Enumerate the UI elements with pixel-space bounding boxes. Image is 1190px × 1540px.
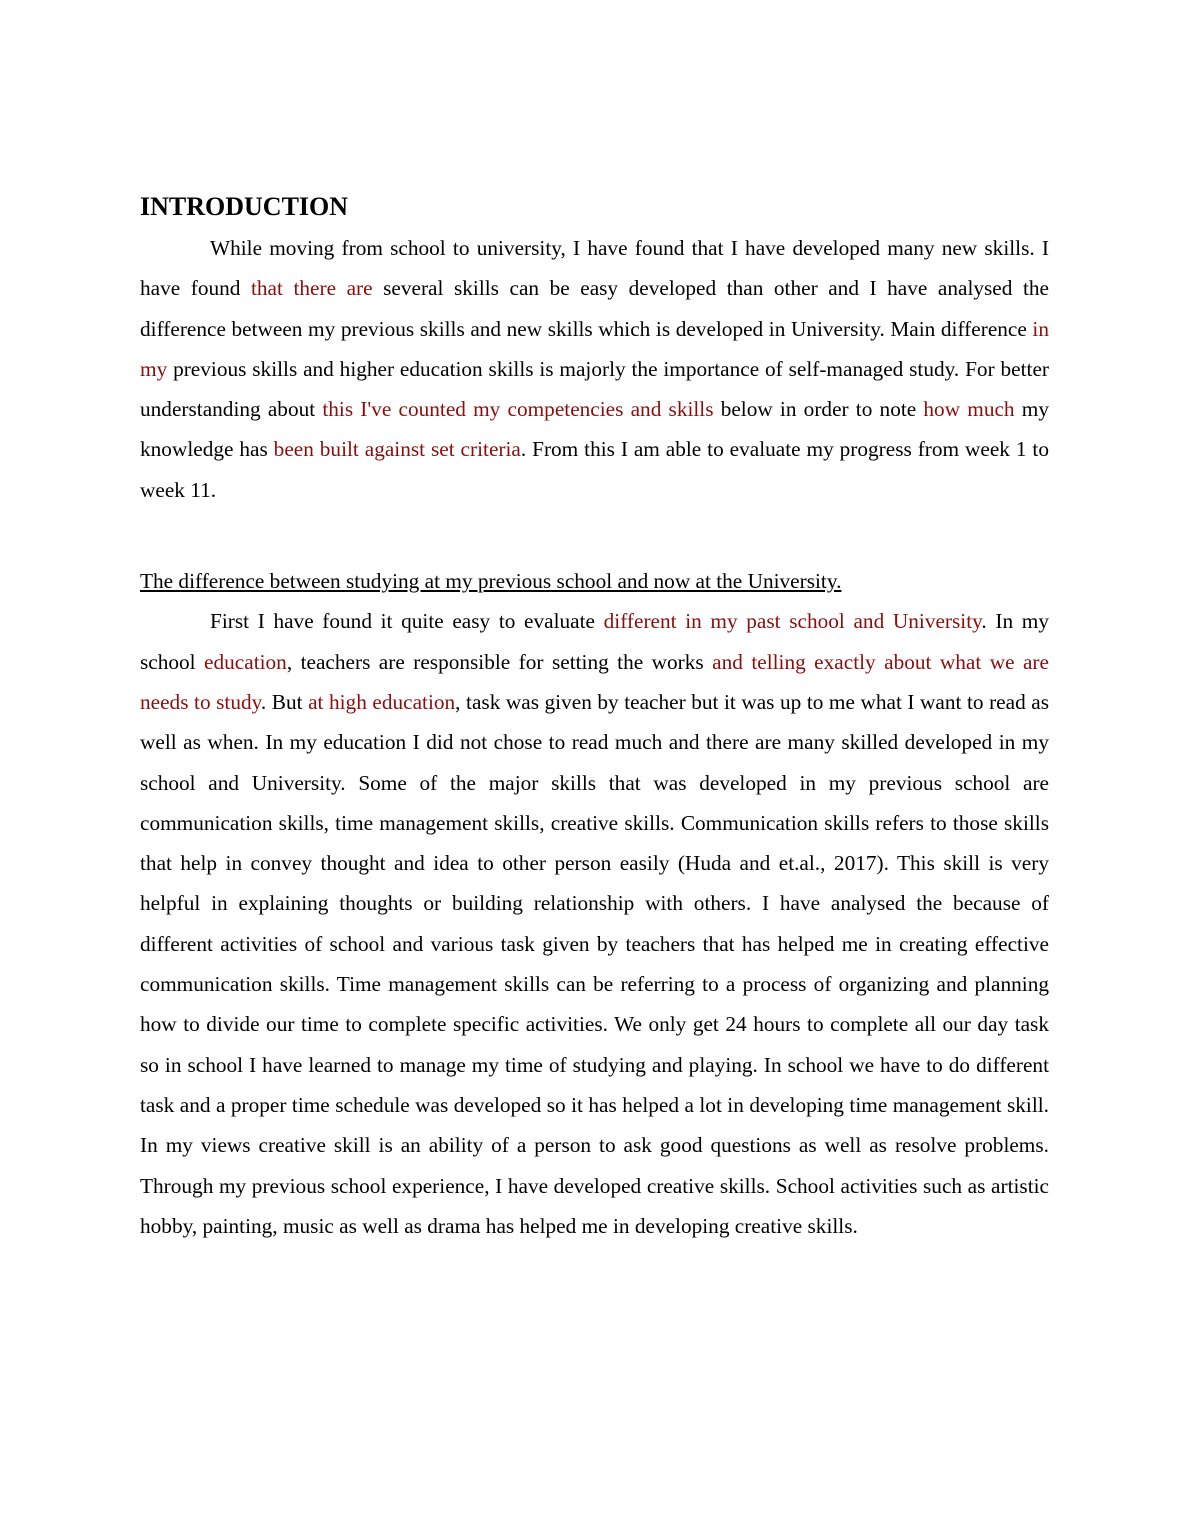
body-highlight-2: education bbox=[204, 649, 287, 674]
section-subheading: The difference between studying at my previous school and now at the University. bbox=[140, 569, 842, 594]
intro-highlight-5: been built against set criteria bbox=[273, 437, 521, 462]
document-page bbox=[140, 190, 1049, 1246]
body-highlight-4: at high education bbox=[308, 689, 456, 714]
body-text-4: . But bbox=[260, 689, 309, 714]
section-heading-introduction: INTRODUCTION bbox=[140, 192, 349, 221]
intro-highlight-2: in my bbox=[140, 316, 1049, 381]
intro-text-1: While moving from school to university, I have found that I have developed many new skills. I have found bbox=[140, 236, 1049, 301]
intro-paragraph bbox=[140, 228, 1049, 510]
intro-text-4: below in order to note bbox=[713, 397, 924, 422]
body-highlight-3: and telling exactly about what we are needs to study bbox=[140, 649, 1049, 714]
body-text-1: First I have found it quite easy to evaluate bbox=[210, 609, 604, 634]
intro-text-5: my knowledge has bbox=[140, 397, 1049, 462]
body-text-3: , teachers are responsible for setting the works bbox=[286, 649, 713, 674]
intro-text-6: . From this I am able to evaluate my progress from week 1 to week 11. bbox=[140, 437, 1049, 502]
intro-highlight-1: that there are bbox=[250, 276, 373, 301]
body-highlight-1: different in my past school and University bbox=[603, 609, 982, 634]
intro-text-2: several skills can be easy developed than other and I have analysed the difference between my previous skills and new skills which is developed in University. Main difference bbox=[140, 276, 1049, 341]
body-text-2: . In my school bbox=[140, 609, 1049, 674]
body-paragraph bbox=[140, 601, 1049, 1246]
intro-highlight-3: this I've counted my competencies and skills bbox=[322, 397, 714, 422]
intro-text-3: previous skills and higher education skills is majorly the importance of self-managed study. For better understanding about bbox=[140, 356, 1049, 422]
intro-highlight-4: how much bbox=[923, 397, 1015, 422]
body-text-5: , task was given by teacher but it was up to me what I want to read as well as when. In my education I did not chose to read much and there are many skilled developed in my school and University. Some of the major skills that was developed in my previous school are communication skills, time management skills, creative skills. Communication skills refers to those skills that help in convey thought and idea to other person easily (Huda and et.al., 2017). This skill is very helpful in explaining thoughts or building relationship with others. I have analysed the because of different activities of school and various task given by teachers that has helped me in creating effective communication skills. Time management skills can be referring to a process of organizing and planning how to divide our time to complete specific activities. We only get 24 hours to complete all our day task so in school I have learned to manage my time of studying and playing. In school we have to do different task and a proper time schedule was developed so it has helped a lot in developing time management skill. In my views creative skill is an ability of a person to ask good questions as well as resolve problems. Through my previous school experience, I have developed creative skills. School activities such as artistic hobby, painting, music as well as drama has helped me in developing creative skills. bbox=[140, 689, 1049, 1238]
